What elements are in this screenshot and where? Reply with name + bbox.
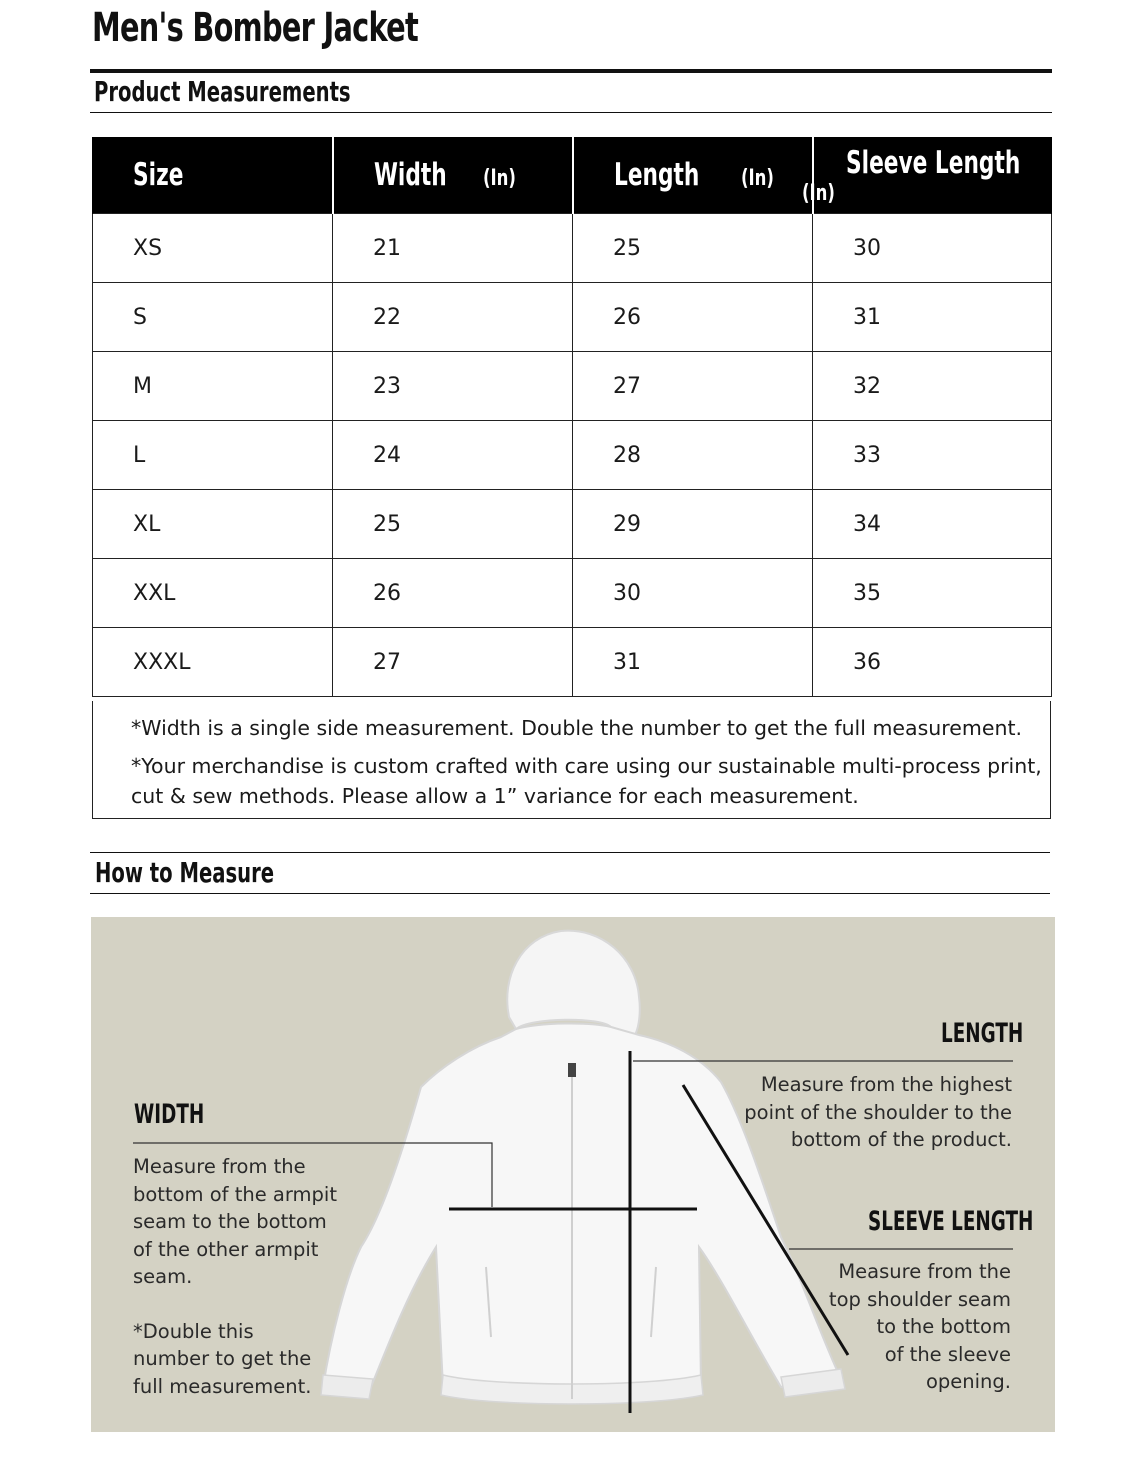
note-width: *Width is a single side measurement. Double the number to get the full measurement. — [131, 716, 1022, 740]
sleeve-length-cell: 35 — [813, 559, 1052, 628]
header-sleeve-length: Sleeve Length(In) — [813, 137, 1052, 214]
width-cell: 23 — [333, 352, 573, 421]
note-variance-line-2: cut & sew methods. Please allow a 1” variance for each measurement. — [131, 784, 859, 808]
section-title-how-to-measure: How to Measure — [95, 856, 275, 889]
width-heading: WIDTH — [134, 1099, 205, 1130]
sleeve-length-cell: 34 — [813, 490, 1052, 559]
width-cell: 24 — [333, 421, 573, 490]
width-cell: 26 — [333, 559, 573, 628]
sleeve-length-heading: SLEEVE LENGTH — [868, 1206, 1034, 1237]
section-rule — [90, 112, 1052, 113]
size-cell: XXXL — [93, 628, 333, 697]
length-cell: 30 — [573, 559, 813, 628]
table-row — [93, 352, 1052, 421]
length-description: Measure from the highest point of the shoulder to the bottom of the product. — [744, 1073, 1012, 1151]
table-row — [93, 559, 1052, 628]
length-cell: 27 — [573, 352, 813, 421]
table-header-row — [93, 137, 1052, 214]
header-width: Width (In) — [333, 137, 573, 214]
title-rule — [90, 69, 1052, 73]
table-notes — [92, 701, 1051, 819]
sleeve-length-cell: 30 — [813, 214, 1052, 283]
size-cell: M — [93, 352, 333, 421]
length-heading: LENGTH — [941, 1018, 1024, 1049]
table-row — [93, 214, 1052, 283]
length-cell: 26 — [573, 283, 813, 352]
jacket-icon — [321, 931, 845, 1404]
table-body — [93, 214, 1052, 697]
table-row — [93, 628, 1052, 697]
size-cell: XL — [93, 490, 333, 559]
header-size: Size — [93, 137, 333, 214]
table-row — [93, 490, 1052, 559]
note-variance-line-1: *Your merchandise is custom crafted with care using our sustainable multi-process print, — [131, 754, 1042, 778]
length-cell: 28 — [573, 421, 813, 490]
section-rule — [90, 893, 1050, 894]
sleeve-length-cell: 33 — [813, 421, 1052, 490]
sleeve-length-cell: 31 — [813, 283, 1052, 352]
table-row — [93, 421, 1052, 490]
table-row — [93, 283, 1052, 352]
size-cell: S — [93, 283, 333, 352]
page-title: Men's Bomber Jacket — [92, 5, 419, 51]
size-cell: XS — [93, 214, 333, 283]
size-cell: L — [93, 421, 333, 490]
length-cell: 25 — [573, 214, 813, 283]
size-table — [92, 137, 1052, 697]
how-to-measure-diagram — [91, 917, 1055, 1432]
sleeve-length-cell: 36 — [813, 628, 1052, 697]
width-cell: 25 — [333, 490, 573, 559]
sleeve-length-cell: 32 — [813, 352, 1052, 421]
section-rule — [90, 852, 1050, 853]
width-cell: 22 — [333, 283, 573, 352]
width-description: Measure from the bottom of the armpit seam to the bottom of the other armpit seam. *Double this number to get the full measurement. — [133, 1155, 337, 1398]
sleeve-length-description: Measure from the top shoulder seam to the bottom of the sleeve opening. — [828, 1260, 1011, 1393]
section-title-measurements: Product Measurements — [94, 75, 351, 108]
width-cell: 21 — [333, 214, 573, 283]
size-cell: XXL — [93, 559, 333, 628]
width-cell: 27 — [333, 628, 573, 697]
header-length: Length (In) — [573, 137, 813, 214]
length-cell: 29 — [573, 490, 813, 559]
length-cell: 31 — [573, 628, 813, 697]
